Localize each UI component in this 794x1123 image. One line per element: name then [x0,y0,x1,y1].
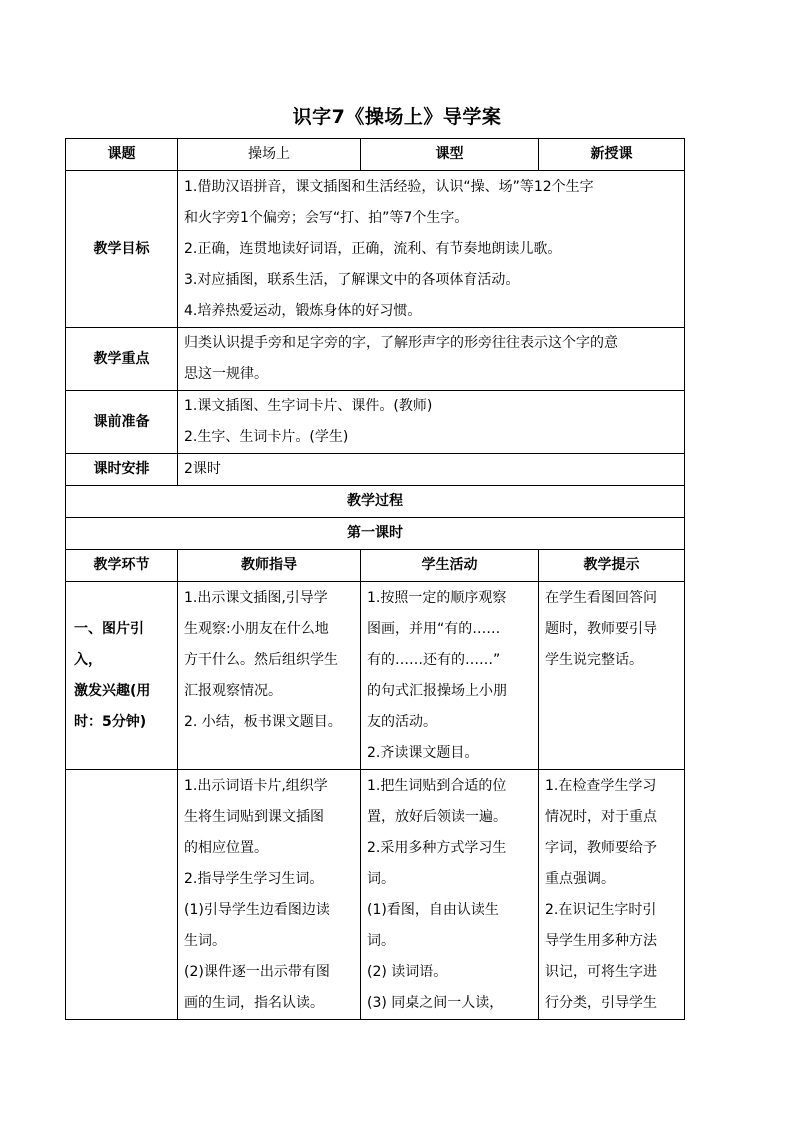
text-line: 有的……还有的……” [367,652,501,668]
objectives-row [66,171,685,328]
text-line: 2.正确，连贯地读好词语，正确，流利、有节奏地朗读儿歌。 [184,240,562,257]
text-line: 友的活动。 [367,714,437,730]
text-line: (1)引导学生边看图边读 [184,902,330,918]
text-line: 情况时，对于重点 [545,809,657,825]
text-line: 2.齐读课文题目。 [367,745,479,761]
schedule-value: 2课时 [178,454,685,486]
key-points-label: 教学重点 [66,328,178,391]
text-line: 学生说完整话。 [545,652,643,668]
section2-student [361,770,539,1020]
section2-row [66,770,685,1020]
text-line: 2.在识记生字时引 [545,902,657,918]
key-points-content [178,328,685,391]
lesson-heading: 第一课时 [66,518,685,550]
text-line: 一、图片引入， [74,620,144,668]
text-line: 汇报观察情况。 [184,683,282,699]
text-line: 的相应位置。 [184,840,268,856]
text-line: 1.出示课文插图,引导学 [184,590,328,606]
text-line: 时：5分钟) [74,713,147,730]
section2-stage [66,770,178,1020]
text-line: 1.借助汉语拼音，课文插图和生活经验，认识“操、场”等12个生字 [184,178,594,195]
lesson-plan-table [65,138,685,1020]
preparation-content [178,391,685,454]
text-line: 识记，可将生字进 [545,964,657,980]
text-line: 方干什么。然后组织学生 [184,652,338,668]
schedule-row [66,454,685,486]
column-header-teacher: 教师指导 [178,550,361,582]
text-line: 导学生用多种方法 [545,933,657,949]
text-line: 1.把生词贴到合适的位 [367,778,507,794]
section1-tips [539,582,685,770]
text-line: 2.生字、生词卡片。(学生) [184,429,349,445]
lesson-heading-row [66,518,685,550]
topic-value: 操场上 [178,139,361,171]
preparation-label: 课前准备 [66,391,178,454]
text-line: 的句式汇报操场上小朋 [367,683,507,699]
text-line: 1.按照一定的顺序观察 [367,590,507,606]
key-points-row [66,328,685,391]
text-line: 1.出示词语卡片,组织学 [184,778,328,794]
objectives-content [178,171,685,328]
section2-teacher [178,770,361,1020]
topic-label: 课题 [66,139,178,171]
section1-student [361,582,539,770]
objectives-label: 教学目标 [66,171,178,328]
text-line: 置，放好后领读一遍。 [367,809,507,825]
section1-stage [66,582,178,770]
text-line: (3) 同桌之间一人读， [367,995,504,1011]
section1-row [66,582,685,770]
text-line: 图画，并用“有的…… [367,621,501,637]
document-title: 识字7《操场上》导学案 [292,106,502,128]
text-line: 画的生词，指名认读。 [184,995,324,1011]
column-header-student: 学生活动 [361,550,539,582]
text-line: 词。 [367,871,395,887]
text-line: 2.指导学生学习生词。 [184,871,324,887]
text-line: 词。 [367,933,395,949]
text-line: 和火字旁1个偏旁；会写“打、拍”等7个生字。 [184,209,469,226]
text-line: 激发兴趣(用 [74,682,151,699]
text-line: 题时，教师要引导 [545,621,657,637]
text-line: 重点强调。 [545,871,615,887]
column-header-tips: 教学提示 [539,550,685,582]
process-heading: 教学过程 [66,486,685,518]
type-value: 新授课 [539,139,685,171]
text-line: 字词，教师要给予 [545,840,657,856]
text-line: 2.采用多种方式学习生 [367,840,507,856]
schedule-label: 课时安排 [66,454,178,486]
text-line: 生将生词贴到课文插图 [184,809,324,825]
process-heading-row [66,486,685,518]
type-label: 课型 [361,139,539,171]
section2-tips [539,770,685,1020]
text-line: (1)看图，自由认读生 [367,902,499,918]
text-line: 在学生看图回答问 [545,590,657,606]
text-line: (2)课件逐一出示带有图 [184,964,330,980]
text-line: 生词。 [184,933,226,949]
text-line: 2. 小结，板书课文题目。 [184,714,342,730]
text-line: 行分类，引导学生 [545,995,657,1011]
header-row [66,139,685,171]
text-line: 生观察:小朋友在什么地 [184,621,329,637]
preparation-row [66,391,685,454]
text-line: 归类认识提手旁和足字旁的字，了解形声字的形旁往往表示这个字的意 [184,335,618,351]
text-line: (2) 读词语。 [367,964,448,980]
text-line: 思这一规律。 [184,366,268,382]
text-line: 3.对应插图，联系生活，了解课文中的各项体育活动。 [184,271,520,288]
text-line: 4.培养热爱运动，锻炼身体的好习惯。 [184,302,422,319]
column-header-row [66,550,685,582]
column-header-stage: 教学环节 [66,550,178,582]
text-line: 1.课文插图、生字词卡片、课件。(教师) [184,398,433,414]
text-line: 1.在检查学生学习 [545,778,657,794]
section1-teacher [178,582,361,770]
